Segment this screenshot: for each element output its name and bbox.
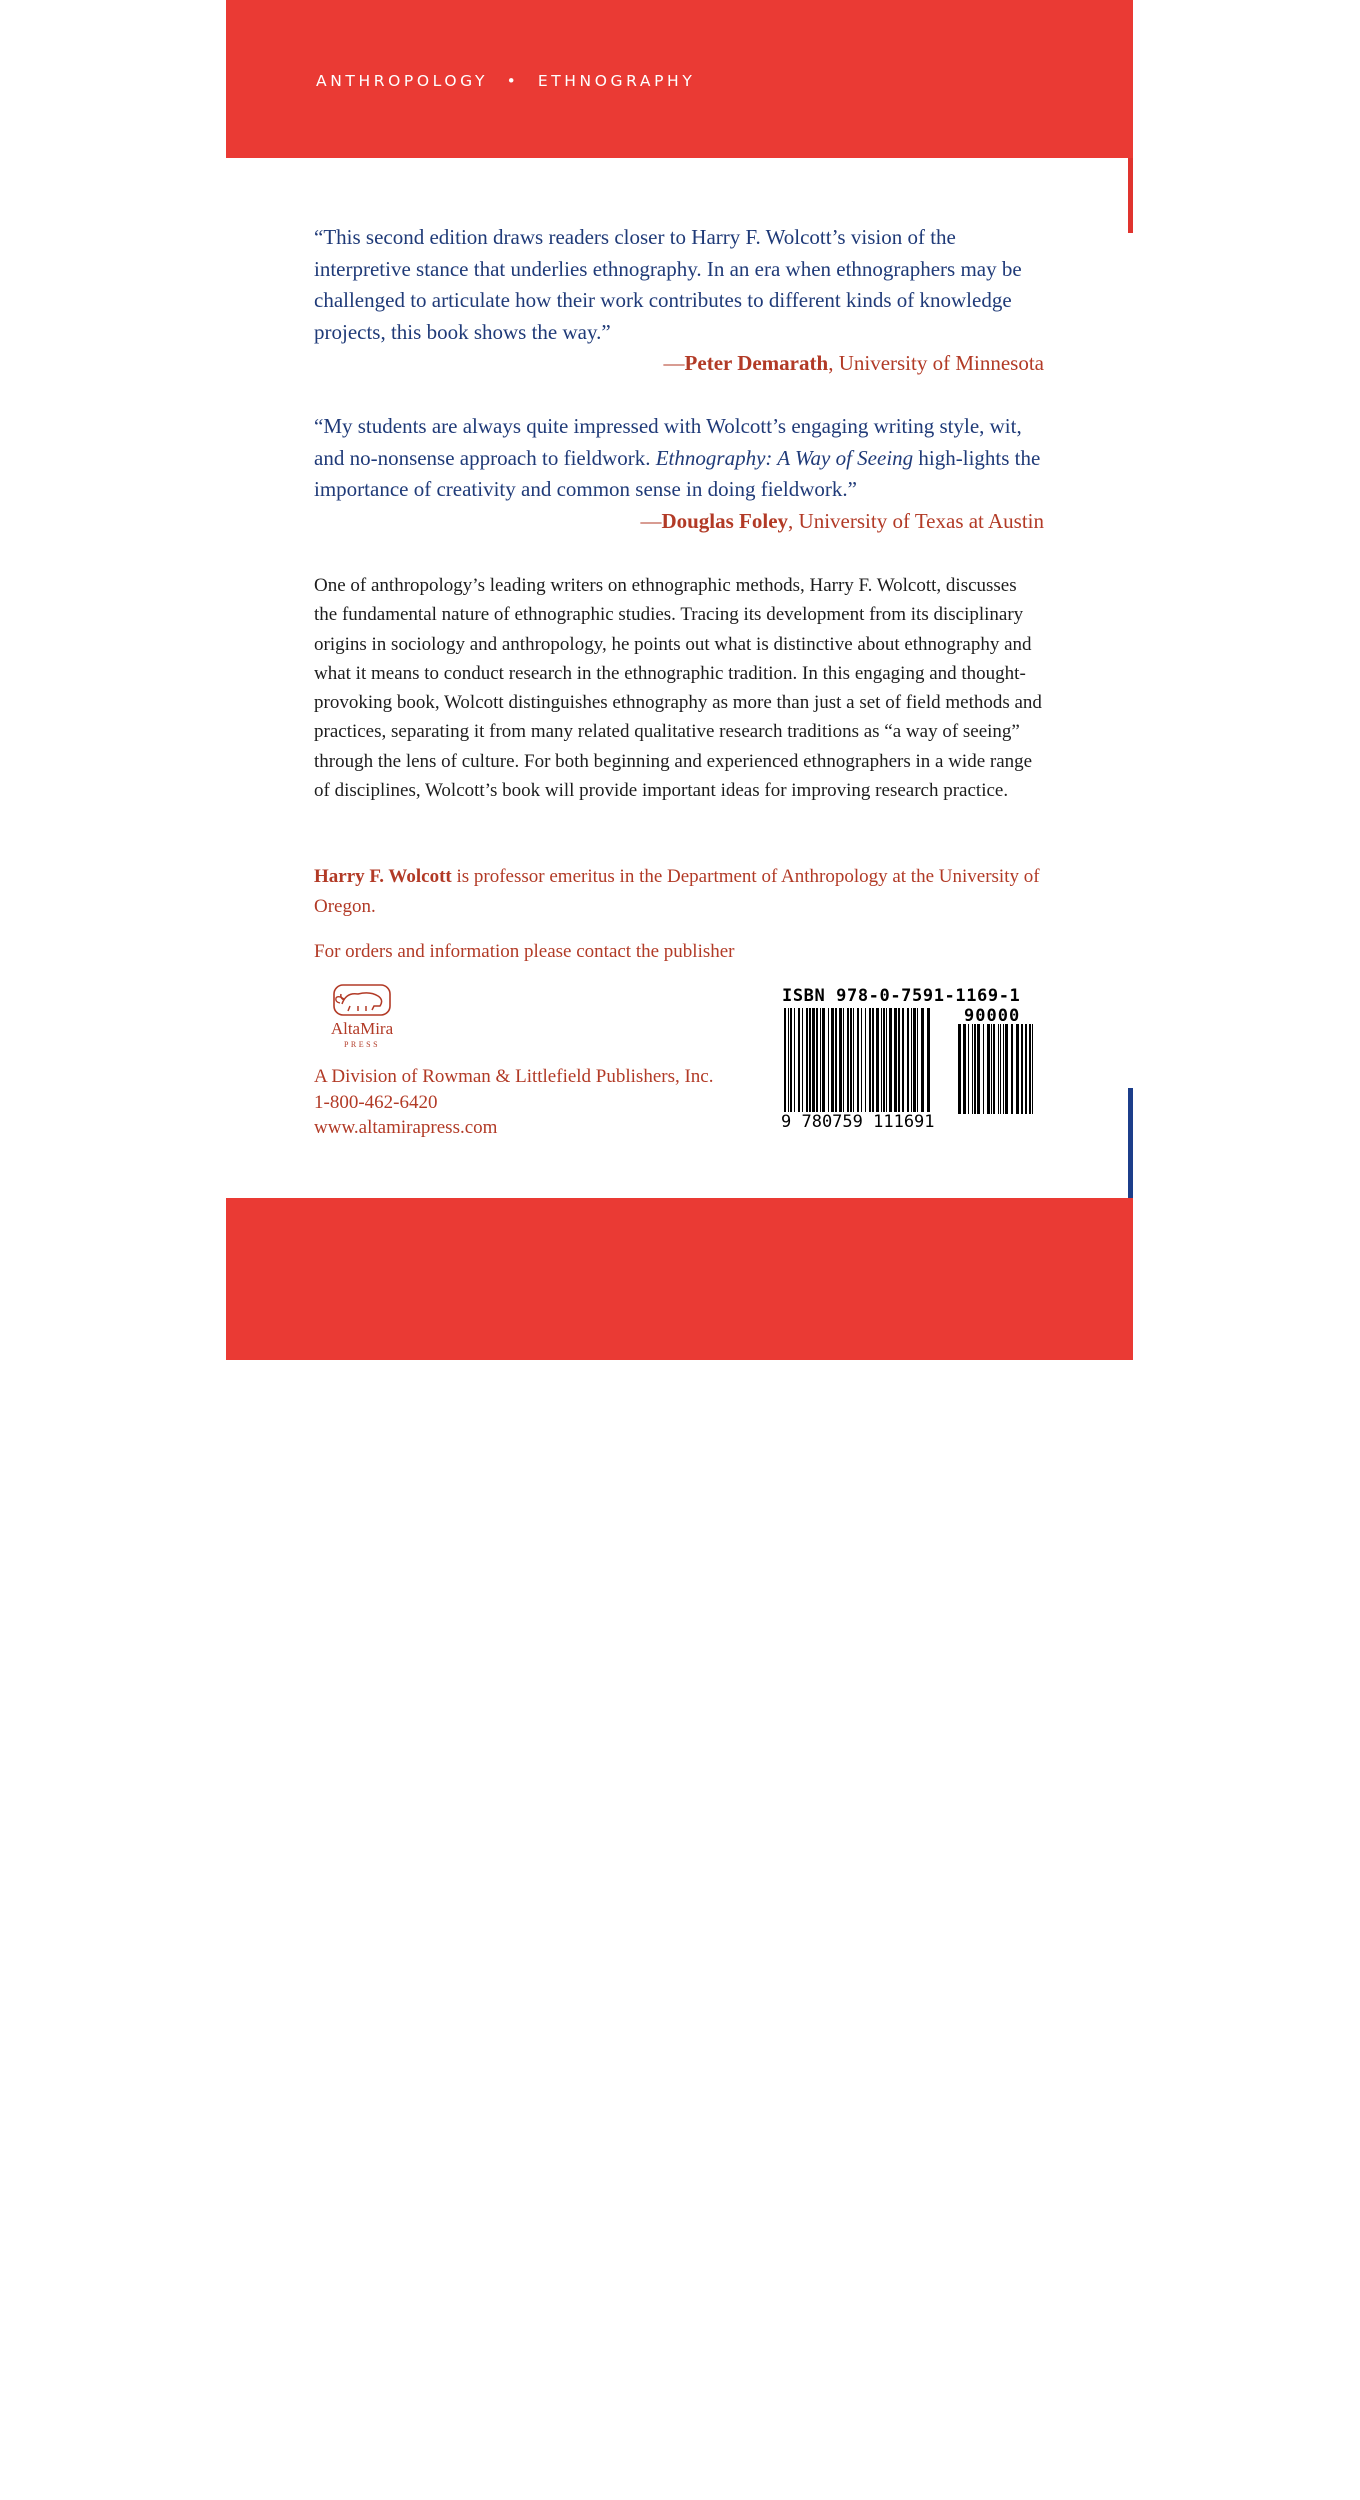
barcode-bar [850,1008,852,1126]
publisher-phone: 1-800-462-6420 [314,1091,438,1113]
barcode-bar [802,1008,803,1126]
barcode-bar [977,1024,980,1114]
price-code: 90000 [964,1006,1021,1026]
barcode-bar [974,1024,976,1114]
cover-image-credit: Cover image: Art Rat/Workbook Stock/Jupiterimages [316,2455,614,2470]
barcode-bar [816,1008,818,1126]
barcode-bar [1000,1024,1001,1114]
barcode-bar [1025,1024,1027,1114]
blurb-author: Douglas Foley [661,508,789,533]
barcode-bar [1003,1024,1004,1114]
back-cover [226,0,1133,2495]
barcode-bar [1032,1024,1033,1114]
edge-stripe-red [1128,158,1133,233]
category-anthropology: ANTHROPOLOGY [316,72,489,90]
altamira-logo [314,982,406,1052]
publisher-info [314,1064,714,1141]
author-name: Harry F. Wolcott [314,866,452,887]
barcode-bar [963,1024,966,1114]
blurb-author: Peter Demarath [684,351,829,376]
category-ethnography: ETHNOGRAPHY [537,72,696,90]
book-description: One of anthropology’s leading writers on ethnographic methods, Harry F. Wolcott, discusses the fundamental nature of ethnographic studies. Tracing its development from its disciplinary origins in sociology and anthropology, he points out what is distinctive about ethnography and what it means to conduct research in the ethnographic tradition. In this engaging and thought-provoking book, Wolcott distinguishes ethnography as more than just a set of field methods and practices, separating it from many related qualitative research traditions as “a way of seeing” through the lens of culture. For both beginning and experienced ethnographers in a wide range of disciplines, Wolcott’s book will provide important ideas for improving research practice. [314,575,1042,802]
barcode-bar [872,1008,874,1126]
author-bio: Harry F. Wolcott is professor emeritus in the Department of Anthropology at the University of Oregon. [314,866,1040,917]
barcode-bar [1005,1024,1008,1114]
cover-credits [316,2450,614,2500]
blurb-text: “My students are always quite impressed with Wolcott’s engaging writing style, wit, and no-nonsense approach to fieldwork. Ethnography: A Way of Seeing high-lights the importance of creativity and common sense in doing fieldwork.” [314,414,1041,502]
barcode-bar [902,1008,904,1126]
barcode-bar [798,1008,800,1126]
barcode-bar [983,1024,984,1114]
barcode-bar [898,1008,900,1126]
barcode-bar [794,1008,795,1126]
publisher-division: A Division of Rowman & Littlefield Publishers, Inc. [314,1066,714,1087]
barcode-bar [972,1024,973,1114]
barcode-bar [883,1008,885,1126]
blurb-attribution: —Douglas Foley, University of Texas at Austin [640,508,1044,533]
barcode-bar [1029,1024,1031,1114]
barcode-bar [806,1008,808,1126]
blurb-affiliation: , University of Texas at Austin [788,508,1044,533]
barcode-bar [1011,1024,1013,1114]
barcode-bar [993,1024,995,1114]
barcode-bar [853,1008,854,1126]
barcode-bar [1021,1024,1023,1114]
barcode-bar [812,1008,815,1126]
category-label [316,72,695,90]
barcode-bar [991,1024,992,1114]
barcode-bar [857,1008,859,1126]
edge-stripe-blue [1128,1088,1133,1198]
barcode-bar [917,1008,918,1126]
barcode-bar [921,1008,924,1126]
barcode-bar [861,1008,862,1126]
barcode-bar [869,1008,871,1126]
barcode-bar [911,1008,912,1126]
barcode-bar [881,1008,882,1126]
top-color-band [226,0,1133,158]
barcode-bar [907,1008,909,1126]
barcode-bar [886,1008,887,1126]
barcode-bar [987,1024,990,1114]
barcode-bar [820,1008,821,1126]
barcode-bar [828,1008,829,1126]
cover-design-credit: Cover design by Jen Huppert Design [316,2480,524,2495]
book-title: Ethnography: A Way of Seeing [655,445,914,470]
logo-subtitle: PRESS [343,1040,381,1049]
barcode-bar [835,1008,837,1126]
blurb-demarath [314,222,1044,380]
barcode-bar [784,1008,786,1126]
barcode-bar [822,1008,825,1126]
barcode-bar [865,1008,866,1126]
barcode-bar [790,1008,792,1126]
barcode-bar [927,1008,930,1126]
blurb-text: “This second edition draws readers closer to Harry F. Wolcott’s vision of the interpretive stance that underlies ethnography. In an era when ethnographers may be challenged to articulate how their work contributes to different kinds of knowledge projects, this book shows the way.” [314,225,1022,344]
barcode-bar [998,1024,999,1114]
barcode-bar [889,1008,892,1126]
blurb-attribution: —Peter Demarath, University of Minnesota [663,351,1044,376]
publisher-website[interactable]: www.altamirapress.com [314,1117,498,1138]
barcode-bar [876,1008,879,1126]
category-separator: • [506,72,520,90]
barcode-bar [839,1008,842,1126]
barcode-bar [913,1008,916,1126]
isbn-label: ISBN 978-0-7591-1169-1 [782,986,1021,1006]
orders-note: For orders and information please contact the publisher [314,941,735,962]
barcode-bar [809,1008,811,1126]
barcode-bar [1016,1024,1019,1114]
barcode-bar [831,1008,834,1126]
barcode-bar [843,1008,844,1126]
barcode-bar [968,1024,969,1114]
logo-wordmark: AltaMira [330,1019,394,1038]
barcode-bar [847,1008,849,1126]
blurb-affiliation: , University of Minnesota [828,351,1044,376]
barcode-bar [958,1024,961,1114]
barcode-digits: 9 780759 111691 [781,1112,935,1132]
barcode-bar [788,1008,789,1126]
barcode-bar [894,1008,897,1126]
blurb-foley [314,411,1044,537]
bottom-color-band [226,1198,1133,2495]
